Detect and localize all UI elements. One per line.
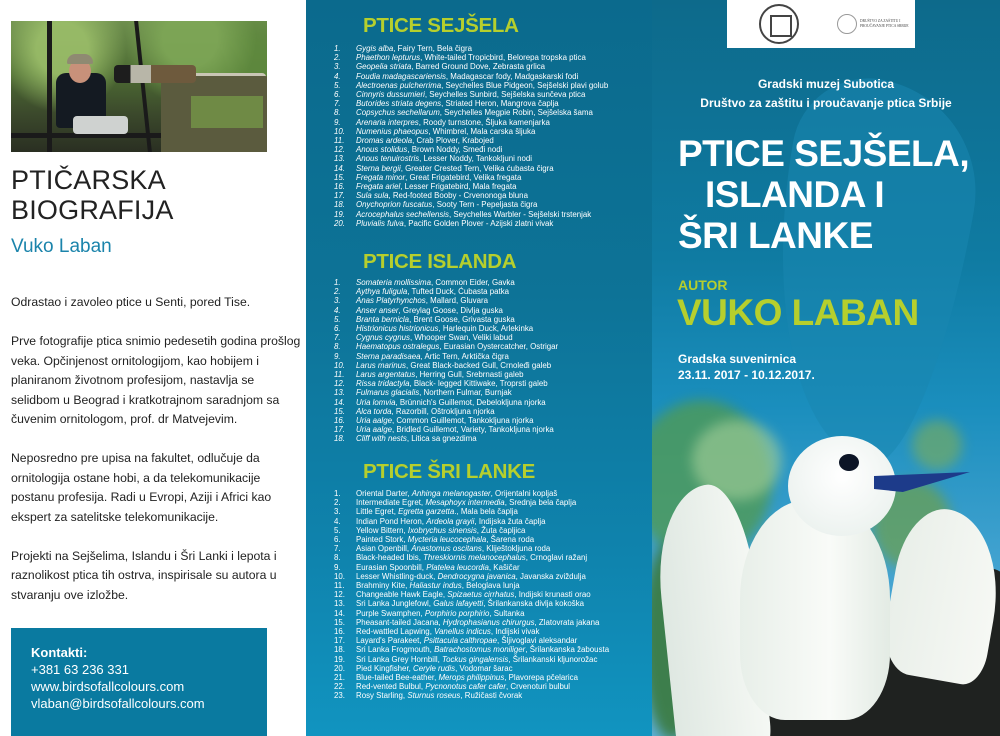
item-number: 6. — [334, 324, 341, 334]
scientific-name: Anous stolidus — [356, 145, 408, 155]
item-text: Fulmarus glacialis, Northern Fulmar, Burnjak — [356, 388, 512, 398]
camera-lens — [114, 65, 196, 83]
society-logo-text: DRUŠTVO ZA ZAŠTITU I PROUČAVANJE PTICA SRBIJE — [860, 19, 909, 28]
scientific-name: Anser anser — [356, 305, 399, 315]
item-text: Somateria mollissima, Common Eider, Gavka — [356, 278, 515, 287]
item-number: 4. — [334, 305, 341, 315]
item-text: Red-vented Bulbul, Pycnonotus cafer cafer, Crvenoturi bulbul — [356, 682, 571, 692]
scientific-name: Acrocephalus sechellensis — [356, 209, 449, 219]
item-number: 13. — [334, 599, 345, 609]
species-list-item — [334, 682, 654, 691]
item-text: Fregata ariel, Lesser Frigatebird, Mala fregata — [356, 182, 517, 192]
item-number: 15. — [334, 617, 345, 627]
species-list-item — [334, 581, 654, 590]
scientific-name: Gygis alba — [356, 44, 394, 53]
item-text: Cinnyris dussumieri, Seychelles Sunbird, Sejšelska sunčeva ptica — [356, 90, 586, 100]
item-text: Painted Stork, Mycteria leucocephala, Šarena roda — [356, 535, 535, 545]
item-text: Oriental Darter, Anhinga melanogaster, Orijentalni kopljaš — [356, 489, 558, 498]
item-text: Branta bernicla, Brent Goose, Grivasta guska — [356, 314, 515, 324]
item-text: Histrionicus histrionicus, Harlequin Duck, Arlekinka — [356, 324, 534, 334]
author-name: VUKO LABAN — [677, 292, 919, 333]
item-text: Phaethon lepturus, White-tailed Tropicbird, Belorepa tropska ptica — [356, 53, 586, 63]
species-list-item — [334, 352, 654, 361]
item-number: 12. — [334, 145, 345, 155]
item-number: 20. — [334, 663, 345, 673]
species-list-item — [334, 361, 654, 370]
species-list-item — [334, 498, 654, 507]
item-text: Numenius phaeopus, Whimbrel, Mala carska šljuka — [356, 126, 536, 136]
species-list-item — [334, 673, 654, 682]
item-number: 9. — [334, 562, 341, 572]
biography-text — [11, 293, 301, 625]
item-text: Sterna bergii, Greater Crested Tern, Velika ćubasta čigra — [356, 163, 554, 173]
item-number: 1. — [334, 278, 341, 287]
item-text: Anser anser, Greylag Goose, Divlja guska — [356, 305, 503, 315]
item-text: Cliff with nests, Litica sa gnezdima — [356, 434, 477, 444]
item-text: Fregata minor, Great Frigatebird, Velika fregata — [356, 172, 522, 182]
species-list-item — [334, 278, 654, 287]
species-list-item — [334, 535, 654, 544]
item-number: 16. — [334, 416, 345, 426]
scientific-name: Merops philippinus — [438, 673, 505, 683]
scientific-name: Batrachostomus moniliger — [434, 645, 526, 655]
species-list-item — [334, 306, 654, 315]
bird-eye — [839, 454, 859, 471]
species-list-item — [334, 108, 654, 117]
scientific-name: Onychoprion fuscatus — [356, 200, 433, 210]
species-list-item — [334, 416, 654, 425]
species-list-item — [334, 370, 654, 379]
item-number: 4. — [334, 71, 341, 81]
scientific-name: Anous tenuirostris — [356, 154, 420, 164]
scientific-name: Butorides striata degens — [356, 99, 442, 109]
scientific-name: Anhinga melanogaster — [411, 489, 491, 498]
scientific-name: Arenaria interpres — [356, 117, 419, 127]
scientific-name: Sterna bergii — [356, 163, 401, 173]
author-label: AUTOR — [678, 277, 728, 293]
species-list-item — [334, 315, 654, 324]
scientific-name: Dromas ardeola — [356, 136, 413, 146]
item-text: Uria aalge, Bridled Guillemot, Variety, Tankokljuna njorka — [356, 425, 554, 435]
species-list-item — [334, 398, 654, 407]
item-text: Alca torda, Razorbill, Oštrokljuna njorka — [356, 406, 495, 416]
species-list-item — [334, 526, 654, 535]
item-text: Butorides striata degens, Striated Heron, Mangrova čaplja — [356, 99, 559, 109]
species-list-item — [334, 507, 654, 516]
scientific-name: Cinnyris dussumieri — [356, 90, 425, 100]
item-number: 17. — [334, 191, 345, 201]
item-number: 23. — [334, 691, 345, 701]
item-number: 8. — [334, 108, 341, 118]
item-number: 5. — [334, 525, 341, 535]
item-number: 18. — [334, 645, 345, 655]
scientific-name: Somateria mollissima — [356, 278, 431, 287]
scientific-name: Geopelia striata — [356, 62, 412, 72]
species-list-item — [334, 572, 654, 581]
species-list-item — [334, 72, 654, 81]
item-text: Gygis alba, Fairy Tern, Bela čigra — [356, 44, 473, 53]
scientific-name: Fregata minor — [356, 172, 406, 182]
scientific-name: Threskiornis melanocephalus — [423, 553, 526, 563]
scientific-name: Anas Platyrhynchos — [356, 296, 426, 306]
species-list-item — [334, 388, 654, 397]
item-text: Lesser Whistling-duck, Dendrocygna javanica, Javanska zviždulja — [356, 571, 586, 581]
species-list-item — [334, 645, 654, 654]
item-number: 1. — [334, 44, 341, 53]
item-text: Intermediate Egret, Mesaphoyx intermedia, Srednja bela čaplja — [356, 498, 577, 508]
species-list-item — [334, 618, 654, 627]
item-text: Brahminy Kite, Haliastur indus, Beloglava lunja — [356, 581, 520, 591]
item-text: Changeable Hawk Eagle, Spizaetus cirrhatus, Indijski krunasti orao — [356, 590, 591, 600]
item-text: Alectroenas pulcherrima, Seychelles Blue Pidgeon, Sejšelski plavi golub — [356, 80, 609, 90]
species-list-item — [334, 664, 654, 673]
item-text: Purple Swamphen, Porphirio porphirio, Sultanka — [356, 608, 525, 618]
species-list-item — [334, 154, 654, 163]
species-list-item — [334, 407, 654, 416]
scientific-name: Larus argentatus — [356, 370, 416, 380]
item-text: Pheasant-tailed Jacana, Hydrophasianus chirurgus, Zlatovrata jakana — [356, 617, 600, 627]
scientific-name: Ixobrychus sinensis — [407, 525, 477, 535]
scientific-name: Psittacula calthropae — [423, 636, 498, 646]
species-list-sri-lanka — [334, 489, 654, 701]
item-number: 2. — [334, 53, 341, 63]
item-number: 2. — [334, 287, 341, 297]
species-list-item — [334, 333, 654, 342]
item-text: Uria aalge, Common Guillemot, Tankokljuna njorka — [356, 416, 534, 426]
item-text: Asian Openbill, Anastomus oscitans, Kliještokljuna roda — [356, 544, 551, 554]
item-number: 14. — [334, 163, 345, 173]
scientific-name: Sterna paradisaea — [356, 351, 421, 361]
species-list-item — [334, 655, 654, 664]
species-list-iceland — [334, 278, 654, 444]
item-text: Onychoprion fuscatus, Sooty Tern - Pepeljasta čigra — [356, 200, 538, 210]
species-list-item — [334, 489, 654, 498]
item-number: 19. — [334, 654, 345, 664]
scientific-name: Aythya fuligula — [356, 287, 408, 297]
item-text: Yellow Bittern, Ixobrychus sinensis, Žuta čapljica — [356, 525, 526, 535]
exhibition-title: PTICE SEJŠELA, ISLANDA I ŠRI LANKE — [678, 133, 970, 256]
item-text: Copsychus sechellarum, Seychelles Megpie Robin, Sejšelska šama — [356, 108, 593, 118]
scientific-name: Mesaphoyx intermedia — [425, 498, 505, 508]
species-list-item — [334, 627, 654, 636]
scientific-name: Uria aalge — [356, 425, 392, 435]
scientific-name: Galus lafayetti — [433, 599, 484, 609]
item-number: 9. — [334, 351, 341, 361]
item-number: 20. — [334, 218, 345, 228]
species-list-item — [334, 434, 654, 443]
item-number: 22. — [334, 682, 345, 692]
item-text: Aythya fuligula, Tufted Duck, Ćubasta patka — [356, 287, 510, 297]
item-text: Arenaria interpres, Roody turnstone, Šljuka kamenjarka — [356, 117, 550, 127]
item-number: 4. — [334, 516, 341, 526]
scientific-name: Porphirio porphirio — [424, 608, 490, 618]
item-number: 17. — [334, 425, 345, 435]
scientific-name: Haliastur indus — [409, 581, 462, 591]
contact-label: Kontakti: — [31, 645, 88, 660]
scientific-name: Sturnus roseus — [407, 691, 461, 701]
scientific-name: Uria aalge — [356, 416, 392, 426]
item-text: Larus marinus, Great Black-backed Gull, Crnoleđi galeb — [356, 360, 552, 370]
item-text: Layard's Parakeet, Psittacula calthropae, Šljivoglavi aleksandar — [356, 636, 578, 646]
item-text: Rissa tridactyla, Black- legged Kittiwake, Troprsti galeb — [356, 379, 548, 389]
item-text: Black-headed Ibis, Threskiornis melanocephalus, Crnoglavi ražanj — [356, 553, 588, 563]
exhibition-dates: 23.11. 2017 - 10.12.2017. — [678, 368, 815, 382]
species-list-item — [334, 191, 654, 200]
item-number: 13. — [334, 388, 345, 398]
species-list-item — [334, 90, 654, 99]
species-list-item — [334, 379, 654, 388]
item-text: Foudia madagascariensis, Madagascar fody, Madgaskarski fodi — [356, 71, 579, 81]
item-number: 15. — [334, 172, 345, 182]
species-list-item — [334, 200, 654, 209]
scientific-name: Tockus gingalensis — [441, 654, 509, 664]
item-text: Haematopus ostralegus, Eurasian Oystercatcher, Ostrigar — [356, 342, 559, 352]
scientific-name: Anastomus oscitans — [411, 544, 482, 554]
scientific-name: Foudia madagascariensis — [356, 71, 446, 81]
species-list-item — [334, 210, 654, 219]
item-text: Dromas ardeola, Crab Plover, Krabojed — [356, 136, 494, 146]
bird-body — [740, 500, 890, 720]
species-list-item — [334, 81, 654, 90]
scientific-name: Hydrophasianus chirurgus — [442, 617, 535, 627]
species-list-item — [334, 62, 654, 71]
item-text: Pied Kingfisher, Ceryle rudis, Vodomar šarac — [356, 663, 513, 673]
species-list-item — [334, 219, 654, 228]
item-number: 10. — [334, 126, 345, 136]
item-text: Anous stolidus, Brown Noddy, Smeđi nodi — [356, 145, 503, 155]
map-silhouette — [740, 66, 993, 473]
species-list-item — [334, 44, 654, 53]
author-subtitle: Vuko Laban — [11, 236, 112, 257]
item-text: Uria lomvia, Brünnich's Guillemot, Debelokljuna njorka — [356, 397, 546, 407]
species-list-item — [334, 136, 654, 145]
scientific-name: Branta bernicla — [356, 314, 410, 324]
scientific-name: Sula sula — [356, 191, 389, 201]
item-number: 11. — [334, 370, 345, 380]
item-text: Eurasian Spoonbill, Platelea leucordia, Kašičar — [356, 562, 520, 572]
society-bird-logo-icon — [837, 14, 857, 34]
scientific-name: Dendrocygna javanica — [437, 571, 516, 581]
species-list-item — [334, 164, 654, 173]
biography-panel — [0, 0, 306, 736]
item-number: 16. — [334, 627, 345, 637]
species-list-item — [334, 127, 654, 136]
biography-title: PTIČARSKA BIOGRAFIJA — [11, 165, 174, 225]
item-text: Sula sula, Red-footed Booby - Crvenonoga bluna — [356, 191, 528, 201]
scientific-name: Phaethon lepturus — [356, 53, 421, 63]
species-list-item — [334, 544, 654, 553]
item-text: Sri Lanka Frogmouth, Batrachostomus moniliger, Šrilankanska žabousta — [356, 645, 610, 655]
item-number: 5. — [334, 314, 341, 324]
item-number: 12. — [334, 379, 345, 389]
species-list-item — [334, 636, 654, 645]
scientific-name: Histrionicus histrionicus — [356, 324, 439, 334]
species-list-item — [334, 425, 654, 434]
scientific-name: Numenius phaeopus — [356, 126, 429, 136]
section-title-sri-lanka: PTICE ŠRI LANKE — [363, 460, 536, 483]
scientific-name: Platelea leucordia — [426, 562, 489, 572]
item-number: 17. — [334, 636, 345, 646]
item-text: Anas Platyrhynchos, Mallard, Gluvara — [356, 296, 489, 306]
item-text: Sri Lanka Grey Hornbill, Tockus gingalensis, Šrilankanski kljunorožac — [356, 654, 598, 664]
item-text: Sterna paradisaea, Artic Tern, Arktička čigra — [356, 351, 509, 361]
scientific-name: Vanellus indicus — [434, 627, 491, 637]
species-list-item — [334, 590, 654, 599]
item-number: 16. — [334, 182, 345, 192]
item-text: Larus argentatus, Herring Gull, Srebrnasti galeb — [356, 370, 524, 380]
item-number: 9. — [334, 117, 341, 127]
scientific-name: Haematopus ostralegus — [356, 342, 440, 352]
bio-paragraph: Projekti na Sejšelima, Islandu i Šri Lanki i lepota i raznolikost ptica tih ostrva, inspirisale su autora u stvaranju ove izložbe. — [11, 548, 277, 602]
species-list-item — [334, 53, 654, 62]
item-number: 18. — [334, 434, 345, 444]
scientific-name: Ceryle rudis — [413, 663, 456, 673]
item-text: Cygnus cygnus, Whooper Swan, Veliki labud — [356, 333, 513, 343]
item-number: 7. — [334, 99, 341, 109]
item-text: Blue-tailed Bee-eather, Merops philippinus, Plavorepa pčelarica — [356, 673, 578, 683]
item-number: 7. — [334, 333, 341, 343]
item-text: Anous tenuirostris, Lesser Noddy, Tankokljuni nodi — [356, 154, 533, 164]
organizers: Gradski muzej Subotica Društvo za zaštitu i proučavanje ptica Srbije — [700, 77, 952, 110]
scientific-name: Alca torda — [356, 406, 392, 416]
item-number: 10. — [334, 360, 345, 370]
section-title-seychelles: PTICE SEJŠELA — [363, 14, 519, 37]
scientific-name: Uria lomvia — [356, 397, 396, 407]
item-text: Red-wattled Lapwing, Vanellus indicus, Indijski vivak — [356, 627, 540, 637]
item-number: 15. — [334, 406, 345, 416]
contact-website-link[interactable]: www.birdsofallcolours.com — [31, 679, 185, 694]
scientific-name: Egretta garzetta — [398, 507, 455, 517]
species-list-item — [334, 342, 654, 351]
item-text: Little Egret, Egretta garzetta., Mala bela čaplja — [356, 507, 518, 517]
scientific-name: Mycteria leucocephala — [407, 535, 487, 545]
bio-paragraph: Prve fotografije ptica snimio pedesetih godina prošlog veka. Opčinjenost ornitologijom, kao hobijem i planiranom životnom profesijom, nastavlja se selidbom u Beograd i kratkotrajnom saradnjom sa čuvenim ornitologom, prof. dr Matvejevim. — [11, 334, 301, 426]
bio-paragraph: Neposredno pre upisa na fakultet, odlučuje da ornitologija ostane hobi, a da telekomunikacije postanu profesija. Radi u Evropi, Aziji i Africi kao ekspert za satelitske telekomunikacije. — [11, 451, 272, 524]
item-number: 18. — [334, 200, 345, 210]
item-number: 6. — [334, 535, 341, 545]
logo-strip — [727, 0, 915, 48]
species-list-item — [334, 118, 654, 127]
item-number: 3. — [334, 296, 341, 306]
item-number: 12. — [334, 590, 345, 600]
species-list-panel — [306, 0, 652, 736]
item-number: 10. — [334, 571, 345, 581]
species-list-item — [334, 599, 654, 608]
scientific-name: Ardeola grayii — [426, 516, 475, 526]
author-photo — [11, 21, 267, 152]
item-number: 21. — [334, 673, 345, 683]
bio-paragraph: Odrastao i zavoleo ptice u Senti, pored Tise. — [11, 295, 251, 309]
venue-info — [678, 351, 815, 383]
species-list-item — [334, 287, 654, 296]
scientific-name: Rissa tridactyla — [356, 379, 410, 389]
contact-box — [11, 628, 267, 736]
cover-panel — [652, 0, 1000, 736]
species-list-item — [334, 609, 654, 618]
item-number: 5. — [334, 80, 341, 90]
scientific-name: Copsychus sechellarum — [356, 108, 440, 118]
species-list-item — [334, 182, 654, 191]
species-list-item — [334, 99, 654, 108]
item-number: 7. — [334, 544, 341, 554]
scientific-name: Cliff with nests — [356, 434, 407, 444]
species-list-item — [334, 324, 654, 333]
item-number: 14. — [334, 397, 345, 407]
scientific-name: Spizaetus cirrhatus — [447, 590, 515, 600]
item-number: 13. — [334, 154, 345, 164]
species-list-item — [334, 517, 654, 526]
species-list-item — [334, 563, 654, 572]
item-number: 6. — [334, 90, 341, 100]
species-list-item — [334, 145, 654, 154]
item-text: Acrocephalus sechellensis, Seychelles Warbler - Sejšelski trstenjak — [356, 209, 592, 219]
item-number: 14. — [334, 608, 345, 618]
item-number: 8. — [334, 553, 341, 563]
item-text: Rosy Starling, Sturnus roseus, Ružičasti čvorak — [356, 691, 523, 701]
scientific-name: Larus marinus — [356, 360, 406, 370]
species-list-item — [334, 173, 654, 182]
venue-name: Gradska suvenirnica — [678, 352, 797, 366]
item-text: Sri Lanka Junglefowl, Galus lafayetti, Šrilankanska divlja kokoška — [356, 599, 585, 609]
scientific-name: Cygnus cygnus — [356, 333, 410, 343]
contact-email-link[interactable]: vlaban@birdsofallcolours.com — [31, 696, 205, 711]
item-number: 2. — [334, 498, 341, 508]
museum-seal-icon — [759, 4, 799, 44]
contact-phone[interactable]: +381 63 236 331 — [31, 662, 129, 677]
item-text: Geopelia striata, Barred Ground Dove, Zebrasta grlica — [356, 62, 546, 72]
item-number: 3. — [334, 507, 341, 517]
item-number: 1. — [334, 489, 341, 498]
item-number: 8. — [334, 342, 341, 352]
scientific-name: Fulmarus glacialis — [356, 388, 420, 398]
item-number: 3. — [334, 62, 341, 72]
scientific-name: Pycnonotus cafer cafer — [425, 682, 507, 692]
species-list-item — [334, 296, 654, 305]
scientific-name: Fregata ariel — [356, 182, 401, 192]
species-list-seychelles — [334, 44, 654, 228]
species-list-item — [334, 553, 654, 562]
item-text: Pluvialis fulva, Pacific Golden Plover - Azijski zlatni vivak — [356, 218, 554, 228]
section-title-iceland: PTICE ISLANDA — [363, 250, 517, 273]
item-text: Indian Pond Heron, Ardeola grayii, Indijska žuta čaplja — [356, 516, 546, 526]
item-number: 11. — [334, 136, 345, 146]
scientific-name: Alectroenas pulcherrima — [356, 80, 442, 90]
item-number: 19. — [334, 209, 345, 219]
scientific-name: Pluvialis fulva — [356, 218, 404, 228]
item-number: 11. — [334, 581, 345, 591]
species-list-item — [334, 691, 654, 700]
